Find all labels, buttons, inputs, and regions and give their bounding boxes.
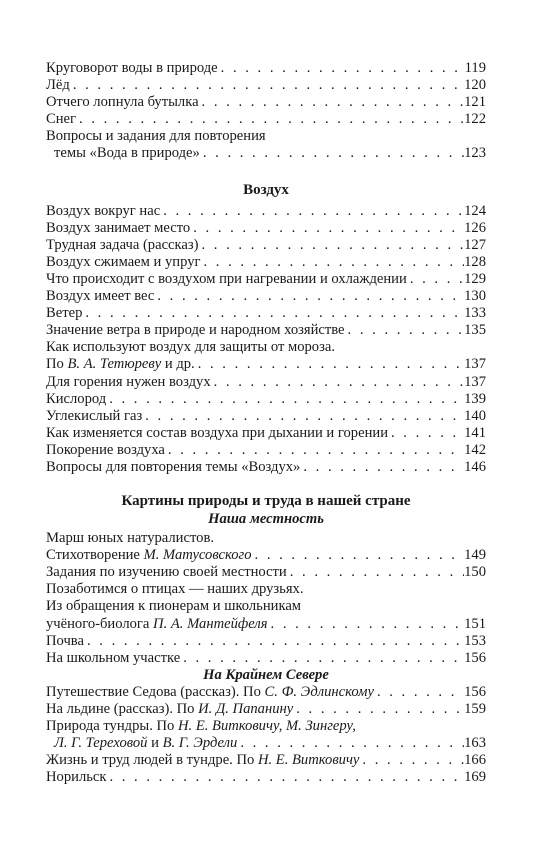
toc-entry: Отчего лопнула бутылка . . . 121: [46, 94, 486, 111]
toc-entry: Значение ветра в природе и народном хозяйстве . . . 135: [46, 322, 486, 339]
toc-entry: учёного-биолога П. А. Мантейфеля . . . 151: [46, 616, 486, 633]
toc-entry: Почва . . . 153: [46, 633, 486, 650]
toc-entry-line: Марш юных натуралистов.: [46, 530, 214, 547]
toc-entry: Задания по изучению своей местности . . . 150: [46, 564, 486, 581]
toc-entry: Трудная задача (рассказ) . . . 127: [46, 237, 486, 254]
toc-entry: Снег . . . 122: [46, 111, 486, 128]
author-name: С. Ф. Эдлинскому: [264, 683, 374, 700]
author-name: Н. Е. Витковичу, М. Зингеру,: [177, 718, 356, 734]
toc-entry: Углекислый газ . . . 140: [46, 408, 486, 425]
toc-entry: Воздух вокруг нас . . . 124: [46, 203, 486, 220]
author-name: В. А. Тетюреву: [67, 356, 162, 373]
toc-entry: Кислород . . . 139: [46, 391, 486, 408]
toc-entry-line: Вопросы и задания для повторения: [46, 128, 266, 145]
toc-entry: Воздух занимает место . . . 126: [46, 220, 486, 237]
toc-entry: Что происходит с воздухом при нагревании и охлаждении . . . 129: [46, 271, 486, 288]
toc-entry: Стихотворение М. Матусовского . . . 149: [46, 547, 486, 564]
toc-entry: Жизнь и труд людей в тундре. По Н. Е. Витковичу . . . 166: [46, 752, 486, 769]
toc-entry-line: Позаботимся о птицах — наших друзьях.: [46, 581, 304, 598]
subsection-title-local: Наша местность: [208, 511, 324, 528]
toc-entry: На школьном участке . . . 156: [46, 650, 486, 667]
toc-entry-line: Природа тундры. По Н. Е. Витковичу, М. Зингеру,: [46, 718, 356, 734]
toc-entry: Круговорот воды в природе . . . 119: [46, 60, 486, 77]
toc-entry: Как изменяется состав воздуха при дыхании и горении . . . 141: [46, 425, 486, 442]
section-title-nature: Картины природы и труда в нашей стране: [121, 493, 411, 510]
toc-entry: Путешествие Седова (рассказ). По С. Ф. Эдлинскому . . . 156: [46, 684, 486, 701]
author-name: П. А. Мантейфеля: [153, 615, 268, 632]
toc-entry: Норильск . . . 169: [46, 769, 486, 786]
toc-entry: На льдине (рассказ). По И. Д. Папанину . . . 159: [46, 701, 486, 718]
toc-entry: Покорение воздуха . . . 142: [46, 442, 486, 459]
subsection-title-north: На Крайнем Севере: [203, 666, 329, 683]
toc-entry: темы «Вода в природе» . . . 123: [46, 145, 486, 162]
toc-entry: Ветер . . . 133: [46, 305, 486, 322]
toc-entry: По В. А. Тетюреву и др. . . . 137: [46, 356, 486, 373]
toc-entry: Лёд . . . 120: [46, 77, 486, 94]
toc-entry: Воздух имеет вес . . . 130: [46, 288, 486, 305]
author-name: М. Матусовского: [143, 547, 252, 564]
toc-entry: Воздух сжимаем и упруг . . . 128: [46, 254, 486, 271]
toc-entry: Вопросы для повторения темы «Воздух» . . . 146: [46, 459, 486, 476]
toc-entry-line: Из обращения к пионерам и школьникам: [46, 598, 302, 615]
author-name: И. Д. Папанину: [198, 700, 294, 717]
table-of-contents: [46, 60, 486, 786]
author-name: Н. Е. Витковичу: [257, 752, 360, 769]
toc-entry: Для горения нужен воздух . . . 137: [46, 374, 486, 391]
toc-entry: Л. Г. Тереховой и В. Г. Эрдели . . . 163: [46, 735, 486, 752]
author-name: Л. Г. Тереховой: [54, 735, 148, 752]
section-title-air: Воздух: [243, 181, 289, 198]
toc-entry-line: Как используют воздух для защиты от мороза.: [46, 339, 335, 356]
author-name: В. Г. Эрдели: [162, 735, 238, 752]
